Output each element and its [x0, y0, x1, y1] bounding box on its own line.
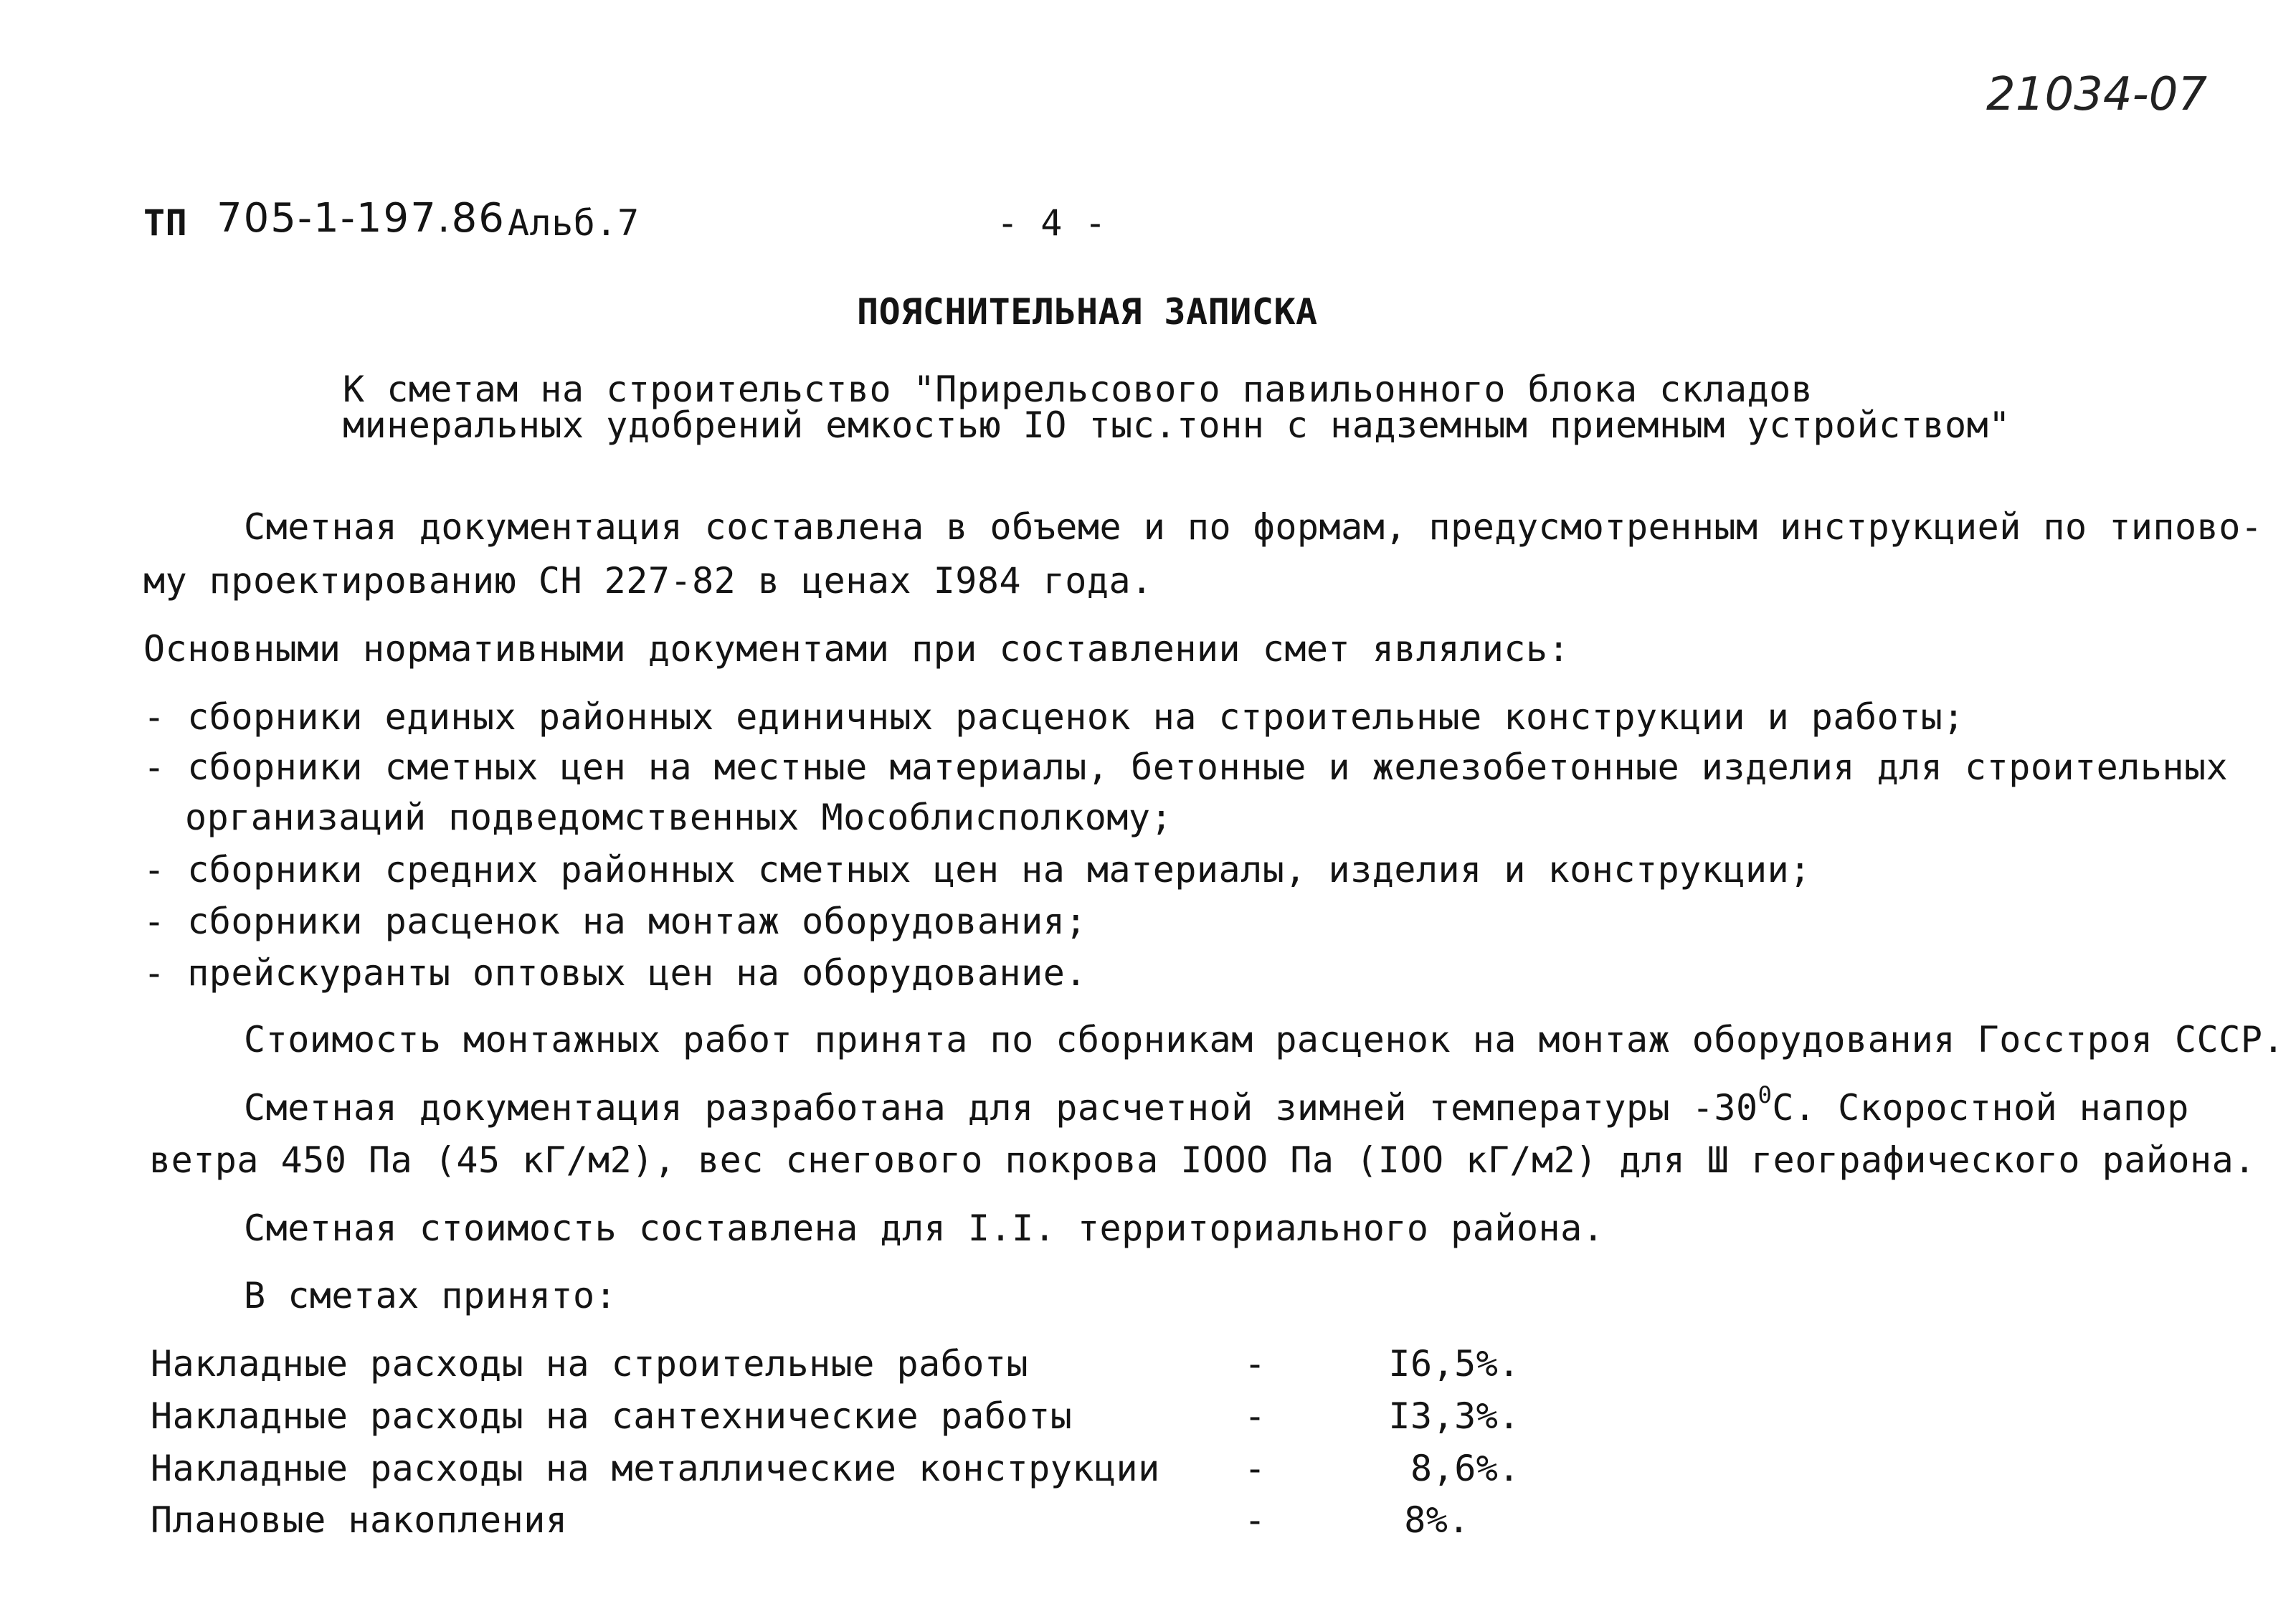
normative-item-2-line-2: организаций подведомственных Мособлисполкому;	[185, 797, 1173, 838]
paragraph-climate-line-2: ветра 450 Па (45 кГ/м2), вес снегового покрова IOOO Па (IOO кГ/м2) для Ш географического района.	[149, 1139, 2256, 1181]
paragraph-cost: Сметная стоимость составлена для I.I. территориального района.	[244, 1207, 1605, 1249]
climate-text-before: Сметная документация разработана для расчетной зимней температуры -30	[244, 1087, 1758, 1129]
rate-label-planned-savings: Плановые накопления	[151, 1499, 568, 1541]
normative-item-1: - сборники единых районных единичных расценок на строительные конструкции и работы;	[143, 696, 1965, 738]
archive-number: 21034-07	[1986, 68, 2208, 121]
header-page-number: - 4 -	[997, 202, 1107, 244]
paragraph-1-line-2: му проектированию СН 227-82 в ценах I984 года.	[143, 560, 1153, 602]
rate-value-planned-savings: 8%.	[1404, 1499, 1470, 1541]
normative-item-2-line-1: - сборники сметных цен на местные материалы, бетонные и железобетонные изделия для строительных	[143, 746, 2229, 788]
normative-item-3: - сборники средних районных сметных цен на материалы, изделия и конструкции;	[143, 849, 1811, 891]
paragraph-1-line-1: Сметная документация составлена в объеме и по формам, предусмотренным инструкцией по типово-	[244, 506, 2263, 548]
rate-dash-metal: -	[1244, 1448, 1266, 1489]
header-album: Альб.7	[508, 202, 640, 244]
subject-line-1: К сметам на строительство "Прирельсового павильонного блока складов	[343, 369, 1813, 410]
rate-label-metal: Накладные расходы на металлические конструкции	[151, 1448, 1160, 1489]
rate-dash-construction: -	[1244, 1343, 1266, 1385]
rate-value-construction: I6,5%.	[1388, 1343, 1520, 1385]
rate-value-plumbing: I3,3%.	[1388, 1395, 1520, 1437]
paragraph-climate-line-1	[244, 1083, 2189, 1133]
degree-mark: 0	[1757, 1081, 1773, 1109]
header-project-number: 705-1-197.86	[217, 195, 506, 242]
normative-item-4: - сборники расценок на монтаж оборудования;	[143, 901, 1087, 942]
header-series: ТП	[143, 202, 188, 244]
rate-label-plumbing: Накладные расходы на сантехнические работы	[151, 1395, 1073, 1437]
accepted-intro: В сметах принято:	[244, 1275, 617, 1316]
rate-label-construction: Накладные расходы на строительные работы	[151, 1343, 1029, 1385]
climate-text-after: С. Скоростной напор	[1772, 1087, 2189, 1129]
rate-dash-plumbing: -	[1244, 1395, 1266, 1437]
normative-item-5: - прейскуранты оптовых цен на оборудование.	[143, 952, 1087, 994]
document-subject	[343, 369, 2011, 446]
document-title: ПОЯСНИТЕЛЬНАЯ ЗАПИСКА	[857, 291, 1318, 333]
rate-dash-planned-savings: -	[1244, 1499, 1266, 1541]
normative-intro: Основными нормативными документами при составлении смет являлись:	[143, 628, 1570, 670]
paragraph-installation: Стоимость монтажных работ принята по сборникам расценок на монтаж оборудования Госстроя СССР.	[244, 1019, 2285, 1060]
rate-value-metal: 8,6%.	[1410, 1448, 1520, 1489]
subject-line-2: минеральных удобрений емкостью IO тыс.тонн с надземным приемным устройством"	[343, 404, 2011, 446]
